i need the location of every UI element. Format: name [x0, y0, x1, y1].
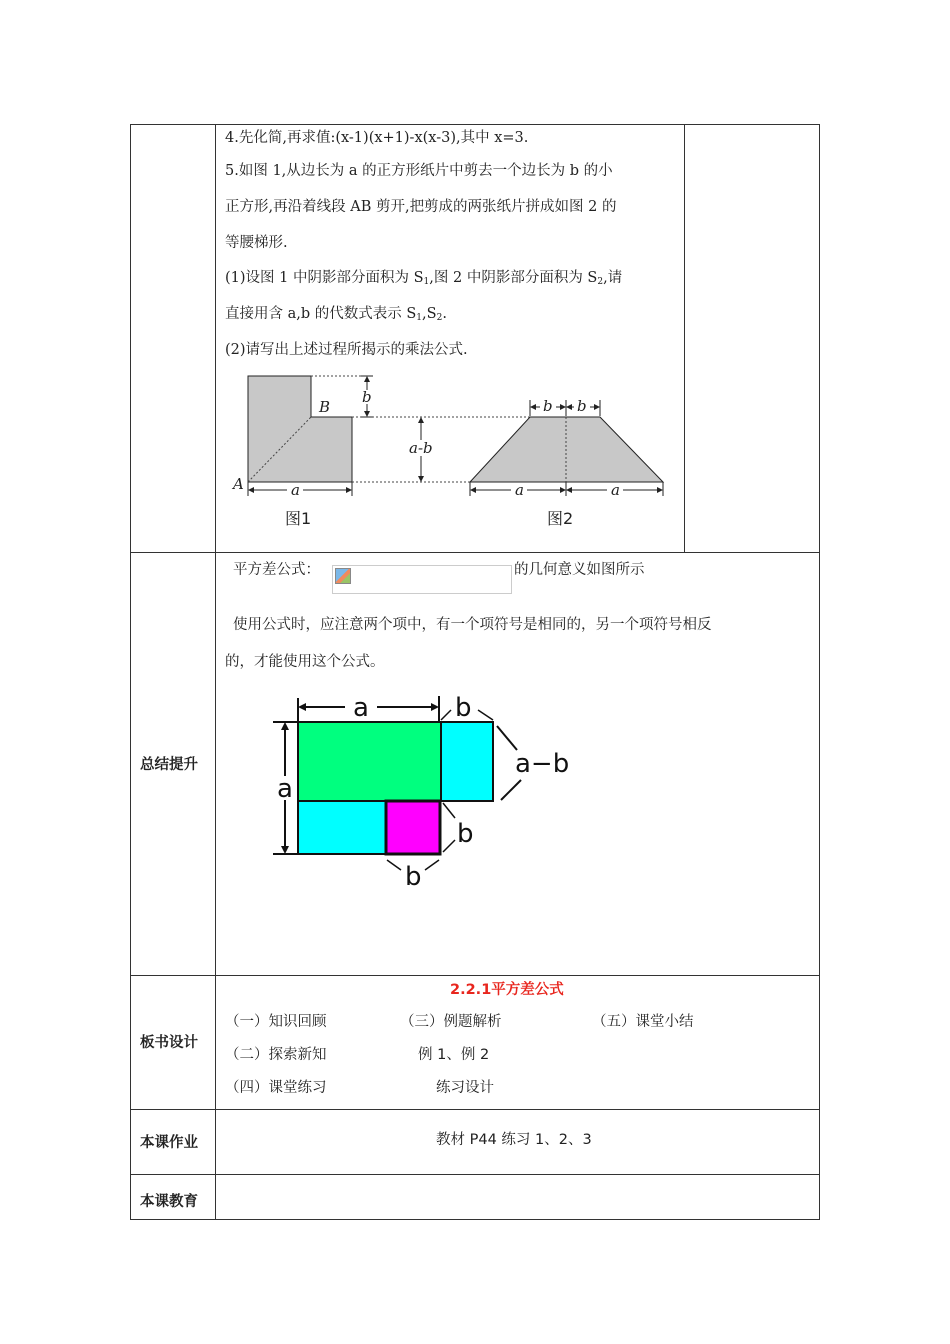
text-segment: ,请	[603, 270, 623, 286]
question-5-line2: 正方形,再沿着线段 AB 剪开,把剪成的两张纸片拼成如图 2 的	[225, 199, 617, 215]
arrow-head	[298, 703, 306, 711]
diagram-label-a-left: a	[277, 774, 293, 804]
broken-image-icon	[335, 568, 351, 584]
table-border-bottom	[130, 1219, 820, 1220]
row-label-education: 本课教育	[140, 1194, 198, 1210]
arrow-head	[566, 487, 572, 493]
figure1-label-A: A	[233, 475, 244, 493]
arrow-head	[431, 703, 439, 711]
subscript: 2	[597, 277, 604, 287]
b-pointer	[441, 710, 451, 720]
row-label-homework: 本课作业	[140, 1135, 198, 1151]
formula-prefix: 平方差公式：	[233, 562, 320, 578]
formula-suffix: 的几何意义如图所示	[514, 562, 645, 578]
question-5-line3: 等腰梯形.	[225, 235, 288, 251]
arrow-head	[530, 404, 536, 410]
diagram-label-b-bottom: b	[405, 862, 422, 892]
label-a-minus-b: a-b	[409, 439, 433, 457]
row-divider-3	[130, 1109, 820, 1110]
figure1-label-a: a	[291, 481, 300, 499]
arrow-head	[566, 404, 572, 410]
a-minus-b-bracket-bottom	[501, 780, 521, 800]
arrow-head	[560, 487, 566, 493]
cyan-rectangle-bottom	[298, 801, 386, 854]
cyan-rectangle-right	[441, 722, 493, 801]
arrow-head	[281, 722, 289, 730]
question-5-line1: 5.如图 1,从边长为 a 的正方形纸片中剪去一个边长为 b 的小	[225, 163, 613, 179]
figure2-label-a-right: a	[611, 481, 620, 499]
board-item-3-detail: 例 1、例 2	[418, 1047, 490, 1063]
question-4: 4.先化简,再求值:(x-1)(x+1)-x(x-3),其中 x=3.	[225, 130, 529, 146]
figure2-caption: 图2	[547, 509, 574, 528]
text-segment: (1)设图 1 中阴影部分面积为 S	[225, 270, 424, 286]
text-segment: .	[442, 306, 447, 322]
difference-of-squares-diagram	[265, 688, 575, 893]
board-item-4: （四）课堂练习	[225, 1080, 327, 1096]
row-divider-2	[130, 975, 820, 976]
arrow-head	[281, 846, 289, 854]
figure2-label-b-left: b	[543, 397, 553, 415]
table-border-right	[819, 124, 820, 1220]
column-divider	[215, 124, 216, 1220]
column-divider-right	[684, 124, 685, 553]
text-segment: ,图 2 中阴影部分面积为 S	[429, 270, 598, 286]
homework-content: 教材 P44 练习 1、2、3	[436, 1132, 592, 1148]
formula-image-placeholder	[332, 565, 512, 594]
diagram-label-a-minus-b: a−b	[515, 749, 570, 779]
arrow-head	[364, 411, 370, 417]
exercise-figures	[225, 370, 680, 535]
question-5-part1-line1	[225, 271, 622, 287]
arrow-head	[346, 487, 352, 493]
board-item-2: （二）探索新知	[225, 1047, 327, 1063]
table-border-top	[130, 124, 820, 125]
text-segment: ,S	[422, 306, 437, 322]
board-item-3: （三）例题解析	[400, 1014, 502, 1030]
arrow-head	[657, 487, 663, 493]
figure1-label-B: B	[319, 398, 331, 416]
figure2-label-a-left: a	[515, 481, 524, 499]
b-pointer	[478, 710, 493, 720]
a-minus-b-bracket-top	[497, 726, 517, 750]
subscript: 1	[416, 313, 423, 323]
row-label-summary: 总结提升	[140, 757, 198, 773]
arrow-head	[364, 376, 370, 382]
board-item-1: （一）知识回顾	[225, 1014, 327, 1030]
usage-note-line2: 的，才能使用这个公式。	[225, 654, 385, 670]
magenta-square	[386, 801, 440, 854]
arrow-head	[418, 476, 424, 482]
figure1-shaded-region	[248, 376, 352, 482]
subscript: 2	[436, 313, 443, 323]
arrow-head	[248, 487, 254, 493]
arrow-head	[560, 404, 566, 410]
board-title: 2.2.1平方差公式	[450, 982, 564, 998]
figure1-label-b: b	[362, 388, 372, 406]
subscript: 1	[423, 277, 430, 287]
figure2-label-b-right: b	[577, 397, 587, 415]
diagram-label-b-right: b	[457, 819, 474, 849]
b-pointer	[443, 840, 455, 852]
diagram-label-a-top: a	[353, 693, 369, 723]
usage-note-line1: 使用公式时，应注意两个项中，有一个项符号是相同的，另一个项符号相反	[233, 617, 712, 633]
table-border-left	[130, 124, 131, 1220]
row-label-board: 板书设计	[140, 1035, 198, 1051]
green-rectangle	[298, 722, 441, 801]
board-item-5: （五）课堂小结	[592, 1014, 694, 1030]
arrow-head	[418, 417, 424, 423]
b-pointer	[425, 860, 439, 870]
diagram-label-b-top: b	[455, 693, 472, 723]
figure1-caption: 图1	[285, 509, 312, 528]
row-divider-1	[130, 552, 820, 553]
text-segment: 直接用含 a,b 的代数式表示 S	[225, 306, 417, 322]
question-5-part2: (2)请写出上述过程所揭示的乘法公式.	[225, 342, 468, 358]
arrow-head	[470, 487, 476, 493]
b-pointer	[443, 803, 455, 818]
b-pointer	[387, 860, 401, 870]
board-item-4-detail: 练习设计	[436, 1080, 494, 1096]
row-divider-4	[130, 1174, 820, 1175]
arrow-head	[594, 404, 600, 410]
question-5-part1-line2	[225, 307, 447, 323]
